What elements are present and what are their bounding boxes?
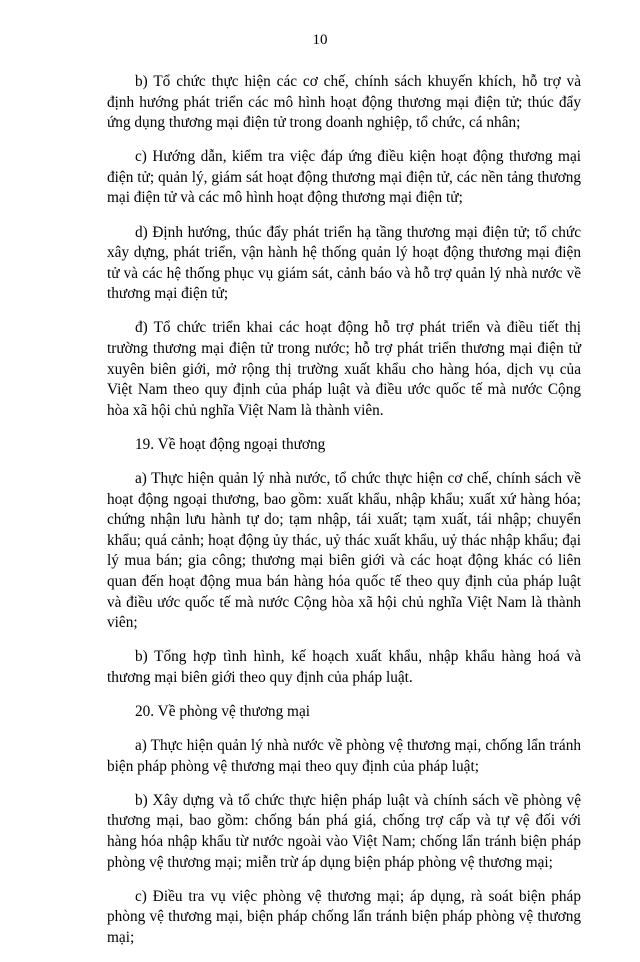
section-heading-foreign-trade: 19. Về hoạt động ngoại thương <box>135 435 326 453</box>
page-number: 10 <box>312 32 328 48</box>
paragraph-d-ecommerce-infrastructure: d) Định hướng, thúc đẩy phát triển hạ tầng thương mại điện tử; tổ chức xây dựng, phát triển, vận hành hệ thống quản lý hoạt động thương mại điện tử và các hệ thống phục vụ giám sát, cảnh báo và hỗ trợ quản lý nhà nước về thương mại điện tử; <box>107 223 581 303</box>
paragraph-dd-ecommerce-market: đ) Tổ chức triển khai các hoạt động hỗ trợ phát triển và điều tiết thị trường thương mại điện tử trong nước; hỗ trợ phát triển thương mại điện tử xuyên biên giới, mở rộng thị trường xuất khẩu cho hàng hóa, dịch vụ của Việt Nam theo quy định của pháp luật và điều ước quốc tế mà nước Cộng hòa xã hội chủ nghĩa Việt Nam là thành viên. <box>107 319 581 419</box>
paragraph-c-trade-remedies-investigation: c) Điều tra vụ việc phòng vệ thương mại; áp dụng, rà soát biện pháp phòng vệ thương mại, biện pháp chống lẩn tránh biện pháp phòng vệ thương mại; <box>107 887 581 946</box>
paragraph-b-foreign-trade-summary: b) Tổng hợp tình hình, kế hoạch xuất khẩu, nhập khẩu hàng hoá và thương mại biên giới theo quy định của pháp luật. <box>107 648 581 686</box>
paragraph-a-trade-remedies-management: a) Thực hiện quản lý nhà nước về phòng vệ thương mại, chống lẩn tránh biện pháp phòng vệ thương mại theo quy định của pháp luật; <box>107 737 581 775</box>
paragraph-b-trade-remedies-policy: b) Xây dựng và tổ chức thực hiện pháp luật và chính sách về phòng vệ thương mại, bao gồm: chống bán phá giá, chống trợ cấp và tự vệ đối với hàng hóa nhập khẩu từ nước ngoài vào Việt Nam; chống lẩn tránh biện pháp phòng vệ thương mại; miễn trừ áp dụng biện pháp phòng vệ thương mại; <box>107 791 581 871</box>
document-body <box>107 72 581 962</box>
paragraph-a-foreign-trade-management: a) Thực hiện quản lý nhà nước, tổ chức thực hiện cơ chế, chính sách về hoạt động ngoại thương, bao gồm: xuất khẩu, nhập khẩu; xuất xứ hàng hóa; chứng nhận lưu hành tự do; tạm nhập, tái xuất; tạm xuất, tái nhập; chuyển khẩu; quá cảnh; hoạt động ủy thác, uỷ thác xuất khẩu, uỷ thác nhập khẩu; đại lý mua bán; gia công; thương mại biên giới và các hoạt động khác có liên quan đến hoạt động mua bán hàng hóa quốc tế theo quy định của pháp luật và điều ước quốc tế mà nước Cộng hòa xã hội chủ nghĩa Việt Nam là thành viên; <box>107 470 581 632</box>
paragraph-b-ecommerce-support: b) Tổ chức thực hiện các cơ chế, chính sách khuyến khích, hỗ trợ và định hướng phát triển các mô hình hoạt động thương mại điện tử; thúc đẩy ứng dụng thương mại điện tử trong doanh nghiệp, tổ chức, cá nhân; <box>107 73 581 132</box>
section-heading-trade-remedies: 20. Về phòng vệ thương mại <box>135 702 310 720</box>
paragraph-c-ecommerce-inspection: c) Hướng dẫn, kiểm tra việc đáp ứng điều kiện hoạt động thương mại điện tử; quản lý, giám sát hoạt động thương mại điện tử, các nền tảng thương mại điện tử và các mô hình hoạt động thương mại điện tử; <box>107 148 581 207</box>
